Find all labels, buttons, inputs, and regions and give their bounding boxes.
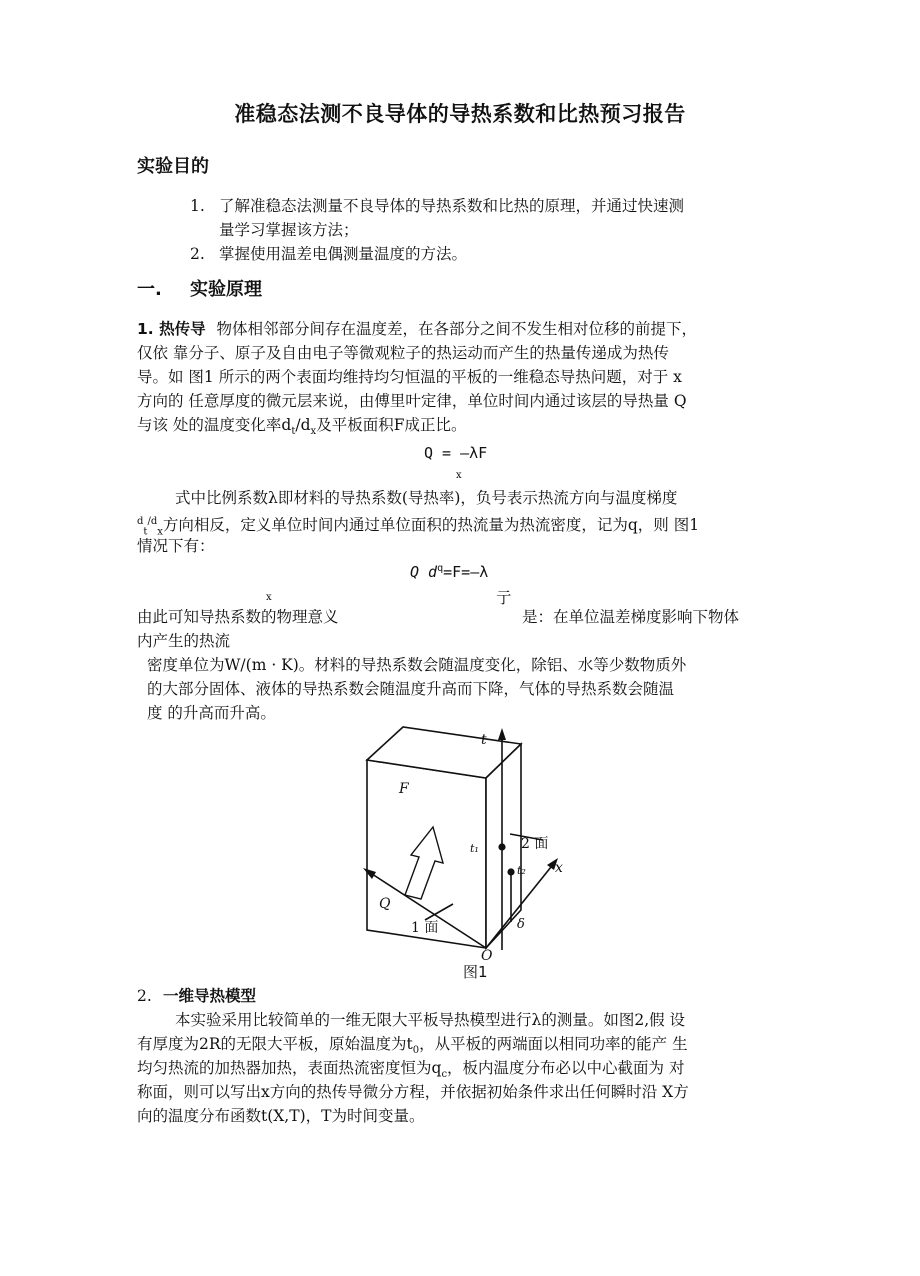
purpose-item-2-line1: 掌握使用温差电偶测量温度的方法。: [219, 245, 468, 263]
heat-conduction-label: 1. 热传导: [137, 320, 206, 338]
model-line2-a: 有厚度为2R的无限大平板，原始温度为t: [137, 1035, 413, 1053]
heat-conduction-line2: 仅依 靠分子、原子及自由电子等微观粒子的热运动而产生的热量传递成为热传: [137, 344, 669, 362]
heat-conduction-line3: 导。如 图1 所示的两个表面均维持均匀恒温的平板的一维稳态导热问题，对于 x: [137, 368, 682, 386]
formula-1-sub: x: [456, 470, 462, 481]
para2-slash: /: [147, 516, 151, 527]
formula-2-bottom: 亍: [496, 589, 512, 607]
model-heading: 一维导热模型: [163, 987, 257, 1005]
figure-label-O: O: [481, 948, 493, 962]
purpose-item-2-num: 2.: [190, 245, 205, 263]
formula-2-x: x: [266, 592, 272, 603]
figure-1-diagram: [355, 722, 565, 962]
principle-heading-num: 一.: [137, 279, 162, 300]
figure-label-Q: Q: [379, 896, 391, 912]
subscript-x: x: [310, 426, 317, 438]
purpose-item-1-line2: 量学习掌握该方法；: [219, 221, 359, 239]
para3-line5: 度 的升高而升高。: [147, 704, 276, 722]
formula-2: Q d: [410, 563, 438, 581]
para2-d2: d: [150, 516, 158, 527]
formula-1: Q = —λF: [424, 444, 488, 462]
figure-label-delta: δ: [517, 917, 525, 932]
para3-line2: 内产生的热流: [137, 632, 231, 650]
model-line1: 本实验采用比较简单的一维无限大平板导热模型进行λ的测量。如图2,假 设: [175, 1011, 686, 1029]
figure-label-t1: t₁: [470, 842, 479, 855]
heat-conduction-line5-end: 及平板面积F成正比。: [316, 416, 467, 434]
purpose-item-1-line1: 了解准稳态法测量不良导体的导热系数和比热的原理，并通过快速测: [219, 197, 685, 215]
para3-line3: 密度单位为W/(m · K)。材料的导热系数会随温度变化，除铝、水等少数物质外: [147, 656, 687, 674]
figure-label-F: F: [399, 781, 409, 797]
para2-line2: 方向相反，定义单位时间内通过单位面积的热流量为热流密度，记为q，则 图1: [162, 516, 700, 535]
heat-conduction-line5: 与该 处的温度变化率d: [137, 416, 292, 434]
principle-heading: 实验原理: [190, 279, 262, 300]
model-line2-sub: 0: [412, 1045, 420, 1057]
para3-line4: 的大部分固体、液体的导热系数会随温度升高而下降，气体的导热系数会随温: [147, 680, 675, 698]
model-line4: 称面，则可以写出x方向的热传导微分方程，并依据初始条件求出任何瞬时沿 X方: [137, 1083, 689, 1101]
model-num: 2.: [137, 987, 152, 1005]
model-line3-a: 均匀热流的加热器加热，表面热流密度恒为q: [137, 1059, 442, 1077]
model-line2-b: ，从平板的两端面以相同功率的能产 生: [419, 1035, 688, 1053]
model-line3-b: ，板内温度分布必以中心截面为 对: [447, 1059, 685, 1077]
figure-label-t: t: [481, 732, 487, 748]
para2-line1: 式中比例系数λ即材料的导热系数(导热率)，负号表示热流方向与温度梯度: [175, 489, 678, 507]
para2-line3: 情况下有：: [137, 537, 215, 555]
para3-line1-left: 由此可知导热系数的物理意义: [137, 608, 339, 626]
para2-x: x: [157, 526, 163, 538]
purpose-item-1-num: 1.: [190, 197, 205, 215]
heat-conduction-line5-mid: /d: [295, 416, 311, 434]
para2-t: t: [143, 526, 148, 538]
model-line3-sub: c: [441, 1069, 448, 1081]
figure-label-face1: 1 面: [411, 920, 439, 936]
heat-conduction-line4: 方向的 任意厚度的微元层来说，由傅里叶定律，单位时间内通过该层的导热量 Q: [137, 392, 687, 410]
para2-d1: d: [137, 516, 144, 527]
para3-line1-right: 是：在单位温差梯度影响下物体: [522, 608, 740, 626]
figure-1-caption: 图1: [463, 963, 488, 981]
heat-conduction-line1: 物体相邻部分间存在温度差，在各部分之间不发生相对位移的前提下，: [216, 320, 698, 338]
figure-label-t2: t₂: [517, 864, 526, 877]
figure-label-face2: 2 面: [521, 836, 549, 852]
model-line5: 向的温度分布函数t(X,T)，T为时间变量。: [137, 1107, 425, 1125]
figure-label-x: x: [555, 860, 563, 876]
purpose-heading: 实验目的: [137, 156, 209, 177]
formula-2-end: =F=—λ: [443, 563, 489, 581]
subscript-t: t: [291, 426, 296, 438]
document-title: 准稳态法测不良导体的导热系数和比热预习报告: [234, 102, 686, 126]
formula-2-sup: q: [437, 563, 444, 574]
